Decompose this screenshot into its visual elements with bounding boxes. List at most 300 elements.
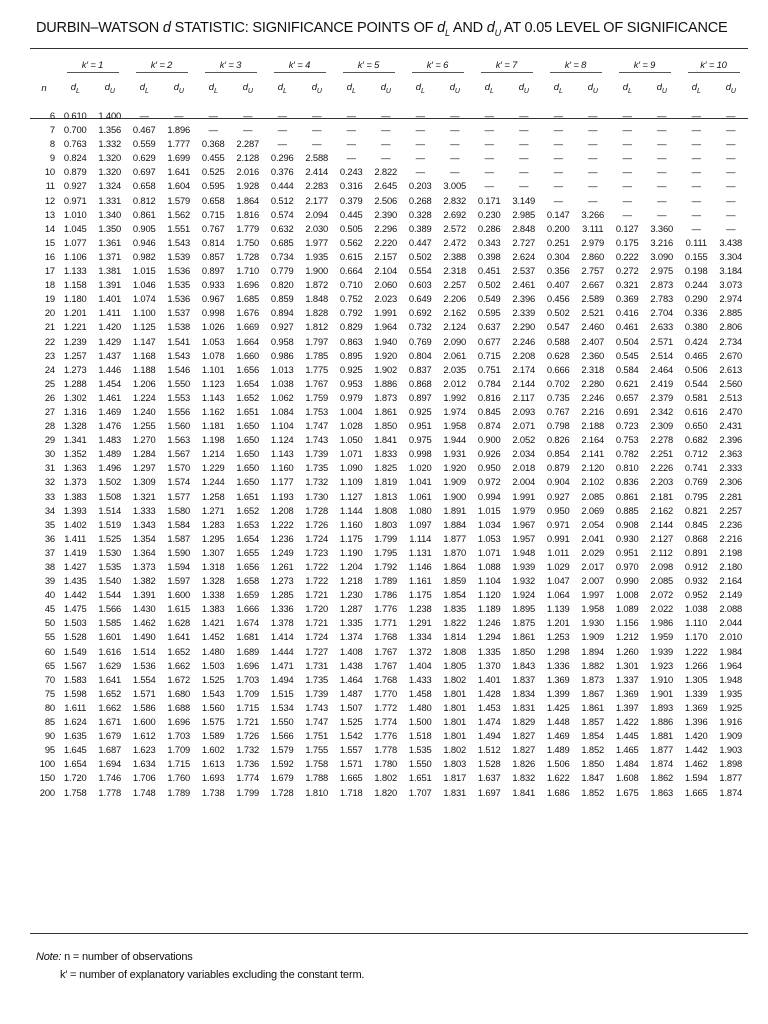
dl-value: — — [691, 208, 701, 220]
du-value: 3.073 — [719, 279, 743, 291]
dl-value: 1.554 — [132, 673, 156, 685]
du-value: 1.872 — [305, 279, 329, 291]
dl-value: 1.328 — [63, 420, 87, 432]
du-value: 1.753 — [305, 405, 329, 417]
dl-header-subscript: L — [282, 87, 287, 95]
du-value: 1.331 — [98, 194, 122, 206]
dl-value: 0.927 — [63, 180, 87, 192]
du-value: — — [450, 152, 460, 164]
du-value: 1.779 — [236, 222, 260, 234]
du-value: — — [450, 110, 460, 121]
du-value: 1.652 — [98, 687, 122, 699]
table-row — [30, 377, 748, 391]
dl-value: 1.284 — [132, 448, 156, 460]
du-value: 1.863 — [650, 786, 674, 798]
du-value: 1.429 — [98, 335, 122, 347]
dl-value: 1.288 — [63, 377, 87, 389]
dl-value: 0.837 — [408, 363, 432, 375]
dl-value: 0.595 — [201, 180, 225, 192]
dl-header — [541, 76, 576, 100]
dl-value: 0.666 — [546, 363, 570, 375]
dl-value: 0.658 — [201, 194, 225, 206]
dl-value: 1.430 — [132, 603, 156, 615]
du-value: 1.850 — [512, 645, 536, 657]
du-value: 1.694 — [98, 758, 122, 770]
row-n-value: 29 — [44, 434, 55, 446]
dl-value: 1.038 — [684, 603, 708, 615]
dl-value: 0.798 — [546, 420, 570, 432]
du-value: 1.567 — [167, 448, 191, 460]
du-value: 2.257 — [443, 279, 467, 291]
dl-value: 1.462 — [684, 758, 708, 770]
dl-value: — — [622, 110, 632, 121]
du-value: — — [243, 124, 253, 136]
dl-value: 0.554 — [408, 265, 432, 277]
row-n-value: 24 — [44, 363, 55, 375]
dl-value: 1.525 — [201, 673, 225, 685]
row-n-value: 38 — [44, 561, 55, 572]
du-value: 1.747 — [305, 716, 329, 728]
du-value: 1.795 — [374, 546, 398, 558]
du-value: 1.750 — [236, 236, 260, 248]
du-value: 2.034 — [512, 448, 536, 460]
du-value: 1.502 — [98, 476, 122, 488]
du-value: 2.061 — [443, 349, 467, 361]
table-row — [30, 602, 748, 616]
dl-value: 1.608 — [615, 772, 639, 784]
k-header-2 — [127, 56, 196, 76]
dl-value: 0.979 — [339, 391, 363, 403]
du-value: 1.916 — [719, 716, 743, 728]
du-value: 1.651 — [236, 405, 260, 417]
du-value: 2.290 — [512, 321, 536, 333]
dl-value: — — [691, 180, 701, 192]
du-value: 1.816 — [236, 208, 260, 220]
dl-value: 0.198 — [684, 265, 708, 277]
dl-value: — — [622, 194, 632, 206]
du-value: 1.543 — [167, 236, 191, 248]
dl-value: 1.535 — [408, 744, 432, 756]
dl-value: — — [484, 152, 494, 164]
dl-value: 1.575 — [201, 716, 225, 728]
dl-value: — — [622, 208, 632, 220]
dl-value: 1.062 — [270, 391, 294, 403]
table-row — [30, 475, 748, 489]
dl-value: 0.784 — [477, 377, 501, 389]
du-value: — — [519, 152, 529, 164]
dl-value: 1.008 — [615, 589, 639, 601]
du-value: 1.959 — [650, 631, 674, 643]
dl-value: 0.951 — [615, 546, 639, 558]
dl-value: 0.925 — [408, 405, 432, 417]
row-n-value: 35 — [44, 518, 55, 530]
dl-value: 0.814 — [201, 236, 225, 248]
du-value: 1.519 — [98, 518, 122, 530]
du-header-symbol: d — [104, 81, 110, 93]
du-value: 1.535 — [167, 279, 191, 291]
dl-value: 1.612 — [132, 730, 156, 742]
dl-value: 1.133 — [63, 265, 87, 277]
row-n-value: 28 — [44, 420, 55, 432]
du-value: 1.843 — [512, 659, 536, 671]
dl-value: 1.270 — [132, 434, 156, 446]
du-value: 1.810 — [305, 786, 329, 798]
dl-value: 1.175 — [339, 532, 363, 544]
du-value: — — [519, 124, 529, 136]
du-value: 2.885 — [719, 307, 743, 319]
dl-value: 1.097 — [408, 518, 432, 530]
dl-value: 1.181 — [201, 420, 225, 432]
dl-value: 1.706 — [132, 772, 156, 784]
dl-value: 1.127 — [339, 490, 363, 502]
table-row — [30, 165, 748, 179]
dl-value: 1.738 — [201, 786, 225, 798]
dl-value: 0.927 — [546, 490, 570, 502]
dl-value: 1.004 — [339, 405, 363, 417]
du-value: 1.808 — [374, 504, 398, 516]
dl-value: 0.994 — [477, 490, 501, 502]
du-value: 1.799 — [236, 786, 260, 798]
du-value: 1.746 — [98, 772, 122, 784]
dl-value: 1.193 — [270, 490, 294, 502]
du-value: 1.570 — [167, 462, 191, 474]
table-row — [30, 151, 748, 165]
dl-value: 0.506 — [684, 363, 708, 375]
dl-value: 0.829 — [339, 321, 363, 333]
dl-value: 0.982 — [132, 250, 156, 262]
du-value: 1.585 — [98, 617, 122, 629]
dl-value: 0.741 — [684, 462, 708, 474]
du-value: — — [312, 110, 322, 121]
dl-value: 1.602 — [201, 744, 225, 756]
dl-value: 1.720 — [63, 772, 87, 784]
dl-value: 1.106 — [63, 250, 87, 262]
dl-value: 0.821 — [684, 504, 708, 516]
dl-value: 0.650 — [684, 420, 708, 432]
dl-value: 0.445 — [339, 208, 363, 220]
dl-value: 0.416 — [615, 307, 639, 319]
du-value: 1.833 — [374, 448, 398, 460]
du-value: 1.681 — [236, 631, 260, 643]
du-value: 1.930 — [581, 617, 605, 629]
dl-value: 1.333 — [132, 504, 156, 516]
du-value: 2.390 — [374, 208, 398, 220]
du-value: 2.283 — [305, 180, 329, 192]
du-value: 1.964 — [719, 659, 743, 671]
du-value: 2.016 — [236, 166, 260, 178]
du-value: 2.206 — [443, 293, 467, 305]
title-and: AND — [449, 20, 487, 36]
dl-value: 1.549 — [63, 645, 87, 657]
dl-value: 0.763 — [63, 138, 87, 150]
du-value: 1.541 — [167, 335, 191, 347]
dl-value: 0.628 — [546, 349, 570, 361]
du-value: 2.203 — [650, 476, 674, 488]
dl-value: 1.020 — [408, 462, 432, 474]
dl-value: 1.013 — [270, 363, 294, 375]
du-value: 1.566 — [98, 603, 122, 615]
dl-value: 0.932 — [684, 575, 708, 587]
du-value: 2.041 — [581, 532, 605, 544]
du-value: 2.220 — [374, 236, 398, 248]
table-row — [30, 743, 748, 757]
dl-value: — — [691, 194, 701, 206]
k-header-label: k′ = 10 — [688, 59, 740, 73]
row-n-value: 30 — [44, 448, 55, 460]
du-value: 1.877 — [650, 744, 674, 756]
du-value: 1.536 — [167, 293, 191, 305]
du-value: 2.010 — [719, 631, 743, 643]
dl-value: 0.991 — [546, 532, 570, 544]
du-value: 1.411 — [98, 307, 121, 319]
du-value: — — [726, 208, 736, 220]
du-value: 1.867 — [581, 687, 605, 699]
dl-value: — — [691, 152, 701, 164]
k-header-row — [30, 56, 748, 76]
dl-value: 1.309 — [132, 476, 156, 488]
dl-value: 1.253 — [546, 631, 570, 643]
table-row — [30, 616, 748, 630]
dl-value: — — [346, 138, 356, 150]
du-value: 1.597 — [167, 575, 191, 587]
dl-value: 0.826 — [546, 434, 570, 446]
dl-value: 1.383 — [201, 603, 225, 615]
du-value: — — [657, 152, 667, 164]
dl-value: 0.861 — [132, 208, 156, 220]
dl-value: 1.144 — [339, 504, 363, 516]
k-header-1 — [58, 56, 127, 76]
dl-value: 0.715 — [477, 349, 501, 361]
du-value: 2.537 — [512, 265, 536, 277]
du-header-subscript: U — [592, 87, 598, 95]
dl-value: 0.637 — [477, 321, 501, 333]
dl-value: 0.243 — [339, 166, 363, 178]
row-n-value: 80 — [44, 701, 55, 713]
dl-value: 0.268 — [408, 194, 432, 206]
du-value: 2.419 — [650, 377, 674, 389]
dl-value: 1.343 — [132, 518, 156, 530]
du-value: 1.722 — [305, 561, 329, 572]
dl-value: 1.624 — [63, 716, 87, 728]
row-n-value: 9 — [49, 152, 55, 164]
row-n-value: 13 — [44, 208, 55, 220]
du-value: — — [450, 166, 460, 178]
dl-value: — — [484, 166, 494, 178]
du-value: 1.967 — [512, 518, 536, 530]
dl-value: 1.045 — [63, 222, 87, 234]
dl-value: 0.682 — [684, 434, 708, 446]
dl-value: 0.700 — [63, 124, 87, 136]
du-value: 1.489 — [98, 448, 122, 460]
du-value: 2.783 — [650, 293, 674, 305]
dl-value: 1.391 — [132, 589, 156, 601]
dl-value: 1.101 — [201, 363, 225, 375]
du-value: 2.174 — [512, 363, 536, 375]
dl-header-symbol: d — [415, 81, 421, 93]
du-value: 2.822 — [374, 166, 398, 178]
du-value: 2.088 — [719, 603, 743, 615]
du-value: 2.093 — [512, 405, 536, 417]
du-value: 2.162 — [650, 504, 674, 516]
dl-value: 0.574 — [270, 208, 294, 220]
du-value: 1.813 — [374, 490, 398, 502]
dl-value: 0.616 — [684, 405, 708, 417]
dl-value: 0.732 — [408, 321, 432, 333]
dl-value: 1.383 — [63, 490, 87, 502]
du-value: 1.732 — [305, 476, 329, 488]
du-value: 1.903 — [719, 744, 743, 756]
du-value: 1.958 — [443, 420, 467, 432]
dl-header — [403, 76, 438, 100]
dl-value: — — [691, 138, 701, 150]
du-value: 1.604 — [167, 180, 191, 192]
du-value: 1.802 — [443, 744, 467, 756]
du-value: 1.587 — [167, 532, 191, 544]
du-value: 1.964 — [374, 321, 398, 333]
du-value: 1.400 — [98, 110, 122, 121]
title-d: d — [162, 20, 171, 36]
dl-header — [196, 76, 231, 100]
du-value: 1.986 — [650, 617, 674, 629]
du-value: 1.728 — [236, 250, 260, 262]
dl-value: 1.438 — [339, 659, 363, 671]
du-value: 2.727 — [512, 236, 536, 248]
du-header-symbol: d — [242, 81, 248, 93]
dl-value: 0.953 — [339, 377, 363, 389]
du-value: 1.550 — [167, 377, 191, 389]
dl-value: 1.180 — [63, 293, 87, 305]
du-value: 1.984 — [719, 645, 743, 657]
du-value: 1.854 — [443, 589, 467, 601]
dl-value: 1.190 — [339, 546, 363, 558]
du-value: 2.246 — [512, 335, 536, 347]
table-row — [30, 461, 748, 475]
dl-value: 0.854 — [546, 448, 570, 460]
dl-value: 0.603 — [408, 279, 432, 291]
dl-value: 0.734 — [270, 250, 294, 262]
dl-value: 0.998 — [408, 448, 432, 460]
du-value: 2.012 — [443, 377, 467, 389]
dl-value: 0.467 — [132, 124, 156, 136]
du-value: 1.696 — [236, 659, 260, 671]
du-value: 1.650 — [236, 434, 260, 446]
table-row — [30, 264, 748, 278]
table-row — [30, 490, 748, 504]
du-value: 1.817 — [443, 772, 467, 784]
du-value: 2.044 — [719, 617, 743, 629]
dl-value: — — [484, 110, 494, 121]
dl-value: 0.715 — [201, 208, 225, 220]
du-header — [300, 76, 335, 100]
dl-value: 0.632 — [270, 222, 294, 234]
dl-value: 0.398 — [477, 250, 501, 262]
note-label: Note: — [36, 951, 62, 963]
dl-value: 1.452 — [201, 631, 225, 643]
du-value: 2.144 — [650, 518, 674, 530]
du-value: 1.616 — [98, 645, 122, 657]
dl-value: 1.283 — [201, 518, 225, 530]
du-value: 2.098 — [650, 561, 674, 572]
dl-value: 0.824 — [63, 152, 87, 164]
title-middle: STATISTIC: SIGNIFICANCE POINTS OF — [170, 20, 438, 36]
du-value: 1.902 — [374, 363, 398, 375]
dl-value: 1.188 — [132, 363, 156, 375]
du-value: 1.827 — [512, 730, 536, 742]
row-n-value: 85 — [44, 716, 55, 728]
row-n-value: 15 — [44, 236, 55, 248]
du-value: 1.739 — [305, 687, 329, 699]
dl-value: 0.879 — [63, 166, 87, 178]
du-value: — — [450, 124, 460, 136]
du-value: 2.069 — [581, 504, 605, 516]
table-row — [30, 250, 748, 264]
du-value: 2.472 — [443, 236, 467, 248]
du-value: 2.054 — [581, 518, 605, 530]
du-value: 2.257 — [719, 504, 743, 516]
du-value: 2.246 — [581, 391, 605, 403]
du-value: 1.696 — [236, 279, 260, 291]
table-row — [30, 391, 748, 405]
du-value: 1.594 — [167, 561, 191, 572]
row-n-value: 11 — [45, 180, 55, 192]
du-value: 1.900 — [305, 265, 329, 277]
du-header-symbol: d — [656, 81, 662, 93]
table-title — [36, 20, 756, 38]
dl-value: 1.258 — [201, 490, 225, 502]
dl-value: 1.305 — [684, 673, 708, 685]
du-value: 2.035 — [443, 363, 467, 375]
dl-value: 1.061 — [408, 490, 432, 502]
dl-value: 1.218 — [339, 575, 363, 587]
dl-value: 1.500 — [408, 716, 432, 728]
table-row — [30, 532, 748, 546]
du-value: 1.864 — [236, 194, 260, 206]
dl-value: 1.011 — [547, 546, 570, 558]
du-value: 2.633 — [650, 321, 674, 333]
du-value: 1.726 — [305, 518, 329, 530]
dl-value: 1.291 — [408, 617, 432, 629]
dl-value: 0.657 — [615, 391, 639, 403]
table-row — [30, 109, 748, 123]
dl-value: 1.566 — [270, 730, 294, 742]
dl-value: 0.111 — [685, 236, 707, 248]
du-value: 2.141 — [581, 448, 605, 460]
du-value: 1.731 — [305, 659, 329, 671]
du-value: 2.208 — [512, 349, 536, 361]
du-value: 1.537 — [167, 307, 191, 319]
dl-value: 0.549 — [477, 293, 501, 305]
du-header-symbol: d — [449, 81, 455, 93]
dl-value: 0.369 — [615, 293, 639, 305]
du-value: 1.835 — [443, 603, 467, 615]
du-value: 1.680 — [167, 687, 191, 699]
du-header — [231, 76, 266, 100]
dl-value: 1.230 — [339, 589, 363, 601]
dl-value: 0.175 — [615, 236, 639, 248]
du-value: 1.715 — [236, 701, 260, 713]
dl-value: 0.795 — [684, 490, 708, 502]
row-n-value: 65 — [44, 659, 55, 671]
du-value: 1.767 — [305, 377, 329, 389]
table-row — [30, 278, 748, 292]
dl-value: 0.986 — [270, 349, 294, 361]
du-value: 1.724 — [305, 532, 329, 544]
du-value: 1.948 — [512, 546, 536, 558]
dl-value: 0.753 — [615, 434, 639, 446]
dl-value: 1.222 — [270, 518, 294, 530]
dl-value: 1.442 — [684, 744, 708, 756]
dl-value: 1.316 — [63, 405, 87, 417]
